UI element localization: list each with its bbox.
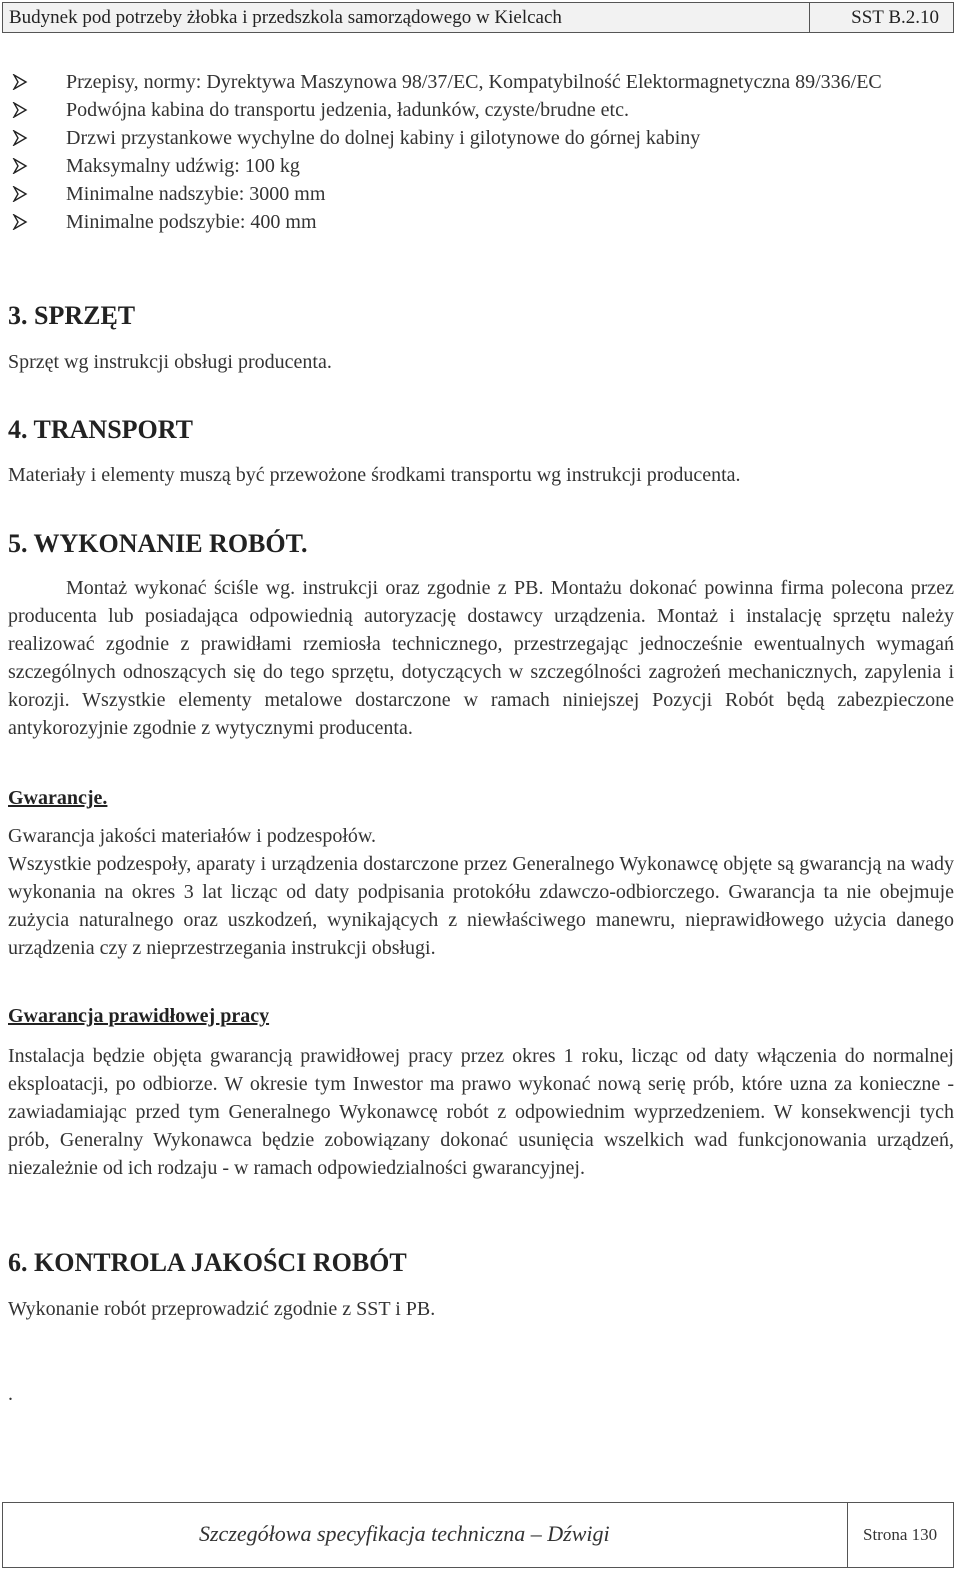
arrow-bullet-icon: [12, 214, 28, 230]
proper-operation-warranty-heading: Gwarancja prawidłowej pracy: [8, 1005, 270, 1027]
arrow-bullet-icon: [12, 102, 28, 118]
list-item: Podwójna kabina do transportu jedzenia, ładunków, czyste/brudne etc.: [8, 96, 958, 124]
page-footer: [2, 1502, 954, 1568]
proper-operation-warranty-text: Instalacja będzie objęta gwarancją prawidłowej pracy przez okres 1 roku, licząc od daty włączenia do normalnej eksploatacji, po odbiorze. W okresie tym Inwestor ma prawo wykonać nową serię prób, które uzna za konieczne - zawiadamiając przed tym Generalnego Wykonawcę robót z odpowiednim wyprzedzeniem. W konsekwencji tych prób, Generalny Wykonawca będzie zobowiązany dokonać usunięcia wszelkich wad funkcjonowania urządzeń, niezależnie od ich rodzaju - w ramach odpowiedzialności gwarancyjnej.: [8, 1045, 954, 1179]
list-item: Minimalne podszybie: 400 mm: [8, 208, 958, 236]
footer-divider: [847, 1503, 848, 1567]
header-divider: [809, 3, 810, 32]
page-header: [2, 2, 954, 33]
section-4-heading: 4. TRANSPORT: [8, 415, 193, 444]
requirements-list: [8, 68, 958, 236]
section-3-heading: 3. SPRZĘT: [8, 301, 136, 330]
section-5-heading: 5. WYKONANIE ROBÓT.: [8, 529, 308, 558]
list-item: Minimalne nadszybie: 3000 mm: [8, 180, 958, 208]
section-4-text: Materiały i elementy muszą być przewożone środkami transportu wg instrukcji producenta.: [8, 464, 741, 486]
section-3-text: Sprzęt wg instrukcji obsługi producenta.: [8, 351, 332, 373]
stray-dot: .: [8, 1383, 13, 1405]
arrow-bullet-icon: [12, 130, 28, 146]
arrow-bullet-icon: [12, 158, 28, 174]
section-5-text: Montaż wykonać ściśle wg. instrukcji oraz zgodnie z PB. Montażu dokonać powinna firma polecona przez producenta lub posiadająca odpowiednią autoryzację dostawcy urządzenia. Montaż i instalację sprzętu należy realizować zgodnie z prawidłami rzemiosła technicznego, przestrzegając jednocześnie ewentualnych wymagań szczególnych odnoszących się do tego sprzętu, dotyczących w szczególności zagrożeń mechanicznych, zapylenia i korozji. Wszystkie elementy metalowe dostarczone w ramach niniejszej Pozycji Robót będą zabezpieczone antykorozyjnie zgodnie z wytycznymi producenta.: [8, 577, 954, 739]
page-number: Strona 130: [863, 1525, 938, 1544]
warranty-heading: Gwarancje.: [8, 787, 108, 809]
list-item: Przepisy, normy: Dyrektywa Maszynowa 98/37/EC, Kompatybilność Elektormagnetyczna 89/336/EC: [8, 68, 958, 96]
list-item: Maksymalny udźwig: 100 kg: [8, 152, 958, 180]
footer-spec-title: Szczegółowa specyfikacja techniczna – Dźwigi: [199, 1521, 610, 1546]
warranty-text: Wszystkie podzespoły, aparaty i urządzenia dostarczone przez Generalnego Wykonawcę objęte są gwarancją na wady wykonania na okres 3 lat licząc od daty podpisania protokółu zdawczo-odbiorczego. Gwarancja ta nie obejmuje zużycia naturalnego oraz uszkodzeń, wynikających z niewłaściwego manewru, nieprawidłowego użycia danego urządzenia czy z nieprzestrzegania instrukcji obsługi.: [8, 853, 954, 959]
spec-code: SST B.2.10: [851, 7, 939, 28]
document-title: Budynek pod potrzeby żłobka i przedszkola samorządowego w Kielcach: [9, 7, 562, 28]
arrow-bullet-icon: [12, 74, 28, 90]
section-6-heading: 6. KONTROLA JAKOŚCI ROBÓT: [8, 1248, 407, 1277]
list-item: Drzwi przystankowe wychylne do dolnej kabiny i gilotynowe do górnej kabiny: [8, 124, 958, 152]
arrow-bullet-icon: [12, 186, 28, 202]
section-6-text: Wykonanie robót przeprowadzić zgodnie z SST i PB.: [8, 1298, 436, 1320]
warranty-subtitle: Gwarancja jakości materiałów i podzespołów.: [8, 825, 377, 847]
